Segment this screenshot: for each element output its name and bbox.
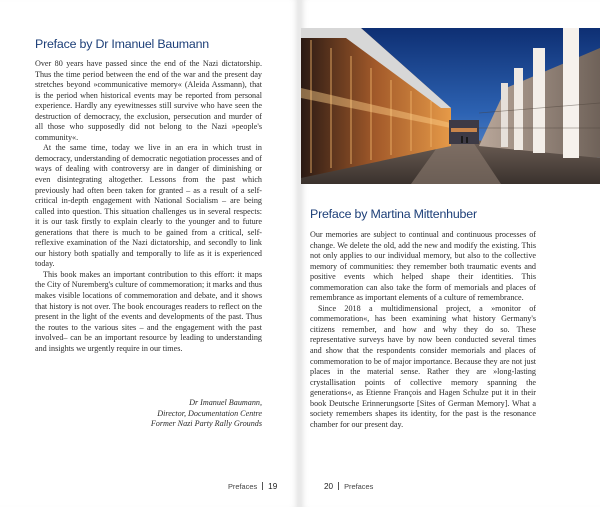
- signature-role: Director, Documentation Centre: [157, 408, 262, 418]
- left-paragraph-1: Over 80 years have passed since the end of the Nazi dictatorship. Thus the time period between the end of the war and the present day stretches beyond »communicative memory« (Aleida Assmann), that is the period when historical events may be reported from personal experience. Hardly any eyewitnesses still survive who have seen the destruction of democracy, the exclusion, persecution and murder of all those who supposedly did not belong to the Nazi »people's community«.: [35, 59, 262, 142]
- right-page-heading: Preface by Martina Mittenhuber: [310, 207, 477, 221]
- left-page: [0, 0, 298, 507]
- right-folio-label: Prefaces: [344, 482, 374, 491]
- left-folio: [228, 482, 277, 491]
- left-page-number: 19: [268, 482, 278, 491]
- right-page: [301, 0, 600, 507]
- signature-org: Former Nazi Party Rally Grounds: [150, 419, 262, 429]
- left-folio-label: Prefaces: [228, 482, 258, 491]
- right-paragraph-1: Our memories are subject to continual and continuous processes of change. We delete the old, add the new and modify the existing. This not only applies to our individual memory, but also to the collective memory of communities: they remember both traumatic events and positive events which helped shape their identities. This commemoration can also take the form of memorials and places of remembrance as important elements of a culture of remembrance.: [310, 230, 536, 303]
- left-paragraph-2: At the same time, today we live in an era in which trust in democracy, understanding of democratic negotiation processes and of ways of dealing with controversy are in danger of diminishing or even disintegrating altogether. Lessons from the past which previously had often been taken for granted – as a result of a self-critical in-depth engagement with National Socialism – are being called into question. This situation challenges us in several respects: it is our task firstly to explain clearly to the younger and to future generations that there is much to be gained from a critical, self-reflexive examination of the Nazi dictatorship, and secondly to link our history both spatially and temporally to life as it is experienced today.: [35, 143, 262, 269]
- folio-divider: [262, 482, 263, 490]
- folio-divider: [338, 482, 339, 490]
- signature-block: [151, 398, 262, 430]
- left-paragraph-3: This book makes an important contribution to this effort: it maps the City of Nuremberg's culture of commemoration; it marks and thus makes visible locations of commemoration and debate, and it shows that history is not over. The book encourages readers to reflect on the present in the light of the events and developments of the past. Thus the routes to the various sites – and the engagement with the past involved– can be an important resource by leading to understanding and insights we urgently require in our times.: [35, 269, 262, 353]
- right-paragraph-2: Since 2018 a multidimensional project, a »monitor of commemoration«, has been examining what history Germany's citizens remember, and how and why they do so. These representative surveys have by now been conducted several times and show that the respondents consider memorials and places of commemoration to be of major importance. Because they are not just places in the material sense. Rather they are »long-lasting crystallisation points of collective memory spanning the generations«, as Etienne François and Hagen Schulze put it in their book Deutsche Erinnerungsorte [Sites of German Memory]. What a society remembers shapes its identity, for the past is the resonance chamber for our present day.: [310, 303, 536, 429]
- right-page-body: [310, 230, 536, 430]
- right-page-number: 20: [324, 482, 334, 491]
- signature-name: Dr Imanuel Baumann,: [189, 398, 262, 407]
- left-page-heading: Preface by Dr Imanuel Baumann: [35, 37, 209, 51]
- right-folio: [324, 482, 373, 491]
- documentation-centre-photo: [301, 28, 600, 184]
- left-page-body: [35, 59, 262, 354]
